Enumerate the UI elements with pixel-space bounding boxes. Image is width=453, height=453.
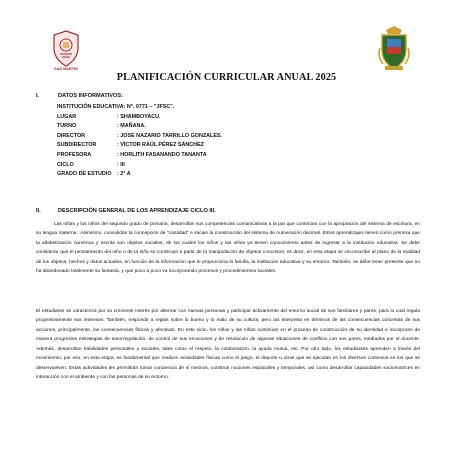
info-value: : III: [117, 161, 125, 168]
info-value: : 2° A: [117, 171, 131, 178]
institution-value: INSTITUCIÓN EDUCATIVA: N°. 0771 – "JFSC".: [57, 104, 175, 110]
info-value: : JOSE NAZARIO TARRILLO GONZALES.: [117, 132, 223, 139]
info-value: : VÍCTOR RAÚL PÉREZ SÁNCHEZ: [117, 142, 204, 149]
description-paragraph-1: Las niñas y los niños del segundo grado de primaria, desarrollan sus competencias comunicativas a la par que continúan con la apropiación del sistema de escritura, en su lengua materna . Asimismo, consolidan la concepción de "cantidad" e inician la construcción del sistema de numeración decimal. Estos aprendizajes tienen como premisa que la alfabetización numérica y escrita son objetos sociales, de los cuales los niños y las niñas ya tienen conocimiento antes de ingresar a la institución educativa. Se debe considerar que el pensamiento del niño o de la niña se construye a partir de la manipulación de objetos concretos; es decir, en esta etapa se circunscribe al plano de la realidad de los objetos, hechos y datos actuales, en función de la información que le proporciona la familia, la institución educativa y su entorno. También, se debe tener presente que no ha abandonado totalmente su fantasía, y que poco a poco va incorporando procesos y procedimientos sociales.: [36, 222, 420, 275]
info-value: : MAÑANA.: [117, 123, 146, 130]
section-1-number: I.: [36, 93, 40, 99]
info-label: PROFESORA: [57, 151, 92, 158]
info-label: DIRECTOR: [57, 132, 86, 139]
section-1-title: DATOS INFORMATIVOS:: [58, 93, 123, 99]
info-label: CICLO: [57, 161, 74, 168]
school-crest-caption: SAN MARTÍN: [54, 67, 78, 71]
info-label: TURNO: [57, 123, 77, 130]
info-label: GRADO DE ESTUDIO: [57, 171, 112, 178]
section-2-title: DESCRIPCIÓN GENERAL DE LOS APRENDIZAJE CICLO III.: [58, 208, 216, 214]
school-crest-icon: [52, 30, 80, 68]
municipal-coat-of-arms-icon: [377, 26, 411, 72]
info-label: LUGAR: [57, 113, 77, 120]
info-value: : SHAMBOYACU.: [117, 113, 161, 120]
info-label: SUBDIRECTOR: [57, 142, 97, 149]
info-value: : HORLITH FASANANDO TANANTA: [117, 151, 207, 158]
description-paragraph-2: El estudiante se caracteriza por su creciente interés por alternar con nuevas personas y participar activamente del entorno social de sus familiares y pares, para lo cual regula progresivamente sus intereses. También, responde a reglas sobre lo bueno y lo malo de su cultura, pero las interpreta en términos de las consecuencias concretas de sus acciones, principalmente, las consecuencias físicas y afectivas. En este ciclo, los niños y las niñas continúan en el proceso de construcción de su identidad e incorporan de manera progresiva estrategias de autorregulación, de control de sus emociones y de resolución de algunas situaciones de conflicto con sus pares, mediados por el docente. Además, desarrollan habilidades personales y sociales, tales como el respeto, la colaboración, la ayuda mutua, etc. Por otro lado, los estudiantes aprenden a través del movimiento; por eso, en esta etapa, es fundamental que realicen actividades físicas como el juego, el deporte u otras que se ejecutan en los diversos contextos en los que se desenvuelven. Estas actividades les permitirán tomar conciencia de sí mismos, construir nociones espaciales y temporales, así como desarrollar capacidades sociomotrices en interacción con el ambiente y con las personas de su entorno.: [36, 309, 420, 381]
section-2-number: II.: [36, 208, 41, 214]
document-title: PLANIFICACIÓN CURRICULAR ANUAL 2025: [116, 72, 337, 83]
